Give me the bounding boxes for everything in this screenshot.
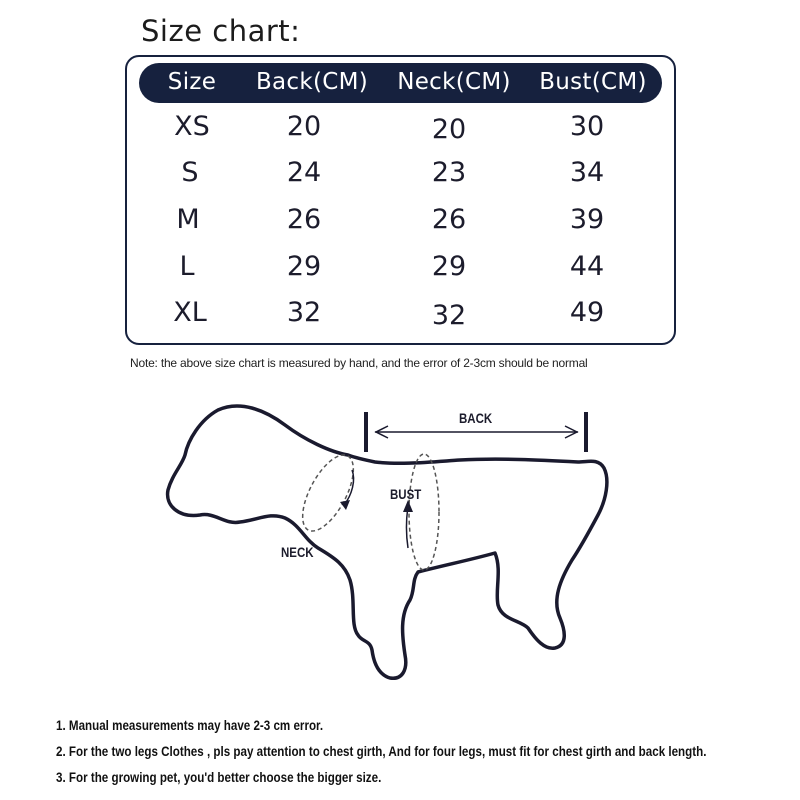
dog-measurement-diagram (0, 390, 800, 690)
instruction-item: 3. For the growing pet, you'd better choose the bigger size. (56, 770, 382, 785)
cell-bust: 30 (569, 111, 605, 142)
measurement-note: Note: the above size chart is measured by hand, and the error of 2-3cm should be normal (130, 356, 588, 370)
header-neck: Neck(CM) (397, 69, 511, 95)
cell-neck: 20 (431, 114, 467, 145)
dog-outline (168, 406, 607, 678)
instruction-item: 2. For the two legs Clothes , pls pay attention to chest girth, And for four legs, must fit for chest girth and back length. (56, 744, 707, 759)
instruction-item: 1. Manual measurements may have 2-3 cm error. (56, 718, 324, 733)
header-bust: Bust(CM) (539, 69, 647, 95)
cell-neck: 32 (431, 300, 467, 331)
cell-neck: 26 (431, 204, 467, 235)
table-row (127, 204, 674, 244)
header-size: Size (167, 69, 217, 95)
cell-neck: 23 (431, 157, 467, 188)
cell-back: 24 (286, 157, 322, 188)
cell-neck: 29 (431, 251, 467, 282)
table-row (127, 157, 674, 197)
cell-bust: 34 (569, 157, 605, 188)
neck-measure-ellipse (292, 447, 363, 538)
cell-back: 26 (286, 204, 322, 235)
cell-back: 32 (286, 297, 322, 328)
instructions-list (56, 717, 800, 795)
cell-size: S (181, 157, 199, 188)
cell-back: 20 (286, 111, 322, 142)
bust-label: BUST (390, 486, 422, 502)
cell-size: L (179, 251, 195, 282)
bust-measure-ellipse (409, 454, 439, 570)
cell-back: 29 (286, 251, 322, 282)
cell-size: XL (173, 297, 207, 328)
header-back: Back(CM) (255, 69, 369, 95)
cell-bust: 49 (569, 297, 605, 328)
table-header (139, 63, 662, 103)
back-label: BACK (459, 410, 493, 426)
cell-bust: 39 (569, 204, 605, 235)
table-row (127, 297, 674, 337)
size-chart-table (125, 55, 676, 345)
table-row (127, 251, 674, 291)
cell-bust: 44 (569, 251, 605, 282)
page-title: Size chart: (141, 14, 301, 48)
cell-size: XS (174, 111, 210, 142)
table-row (127, 111, 674, 151)
neck-label: NECK (281, 544, 314, 560)
cell-size: M (176, 204, 200, 235)
